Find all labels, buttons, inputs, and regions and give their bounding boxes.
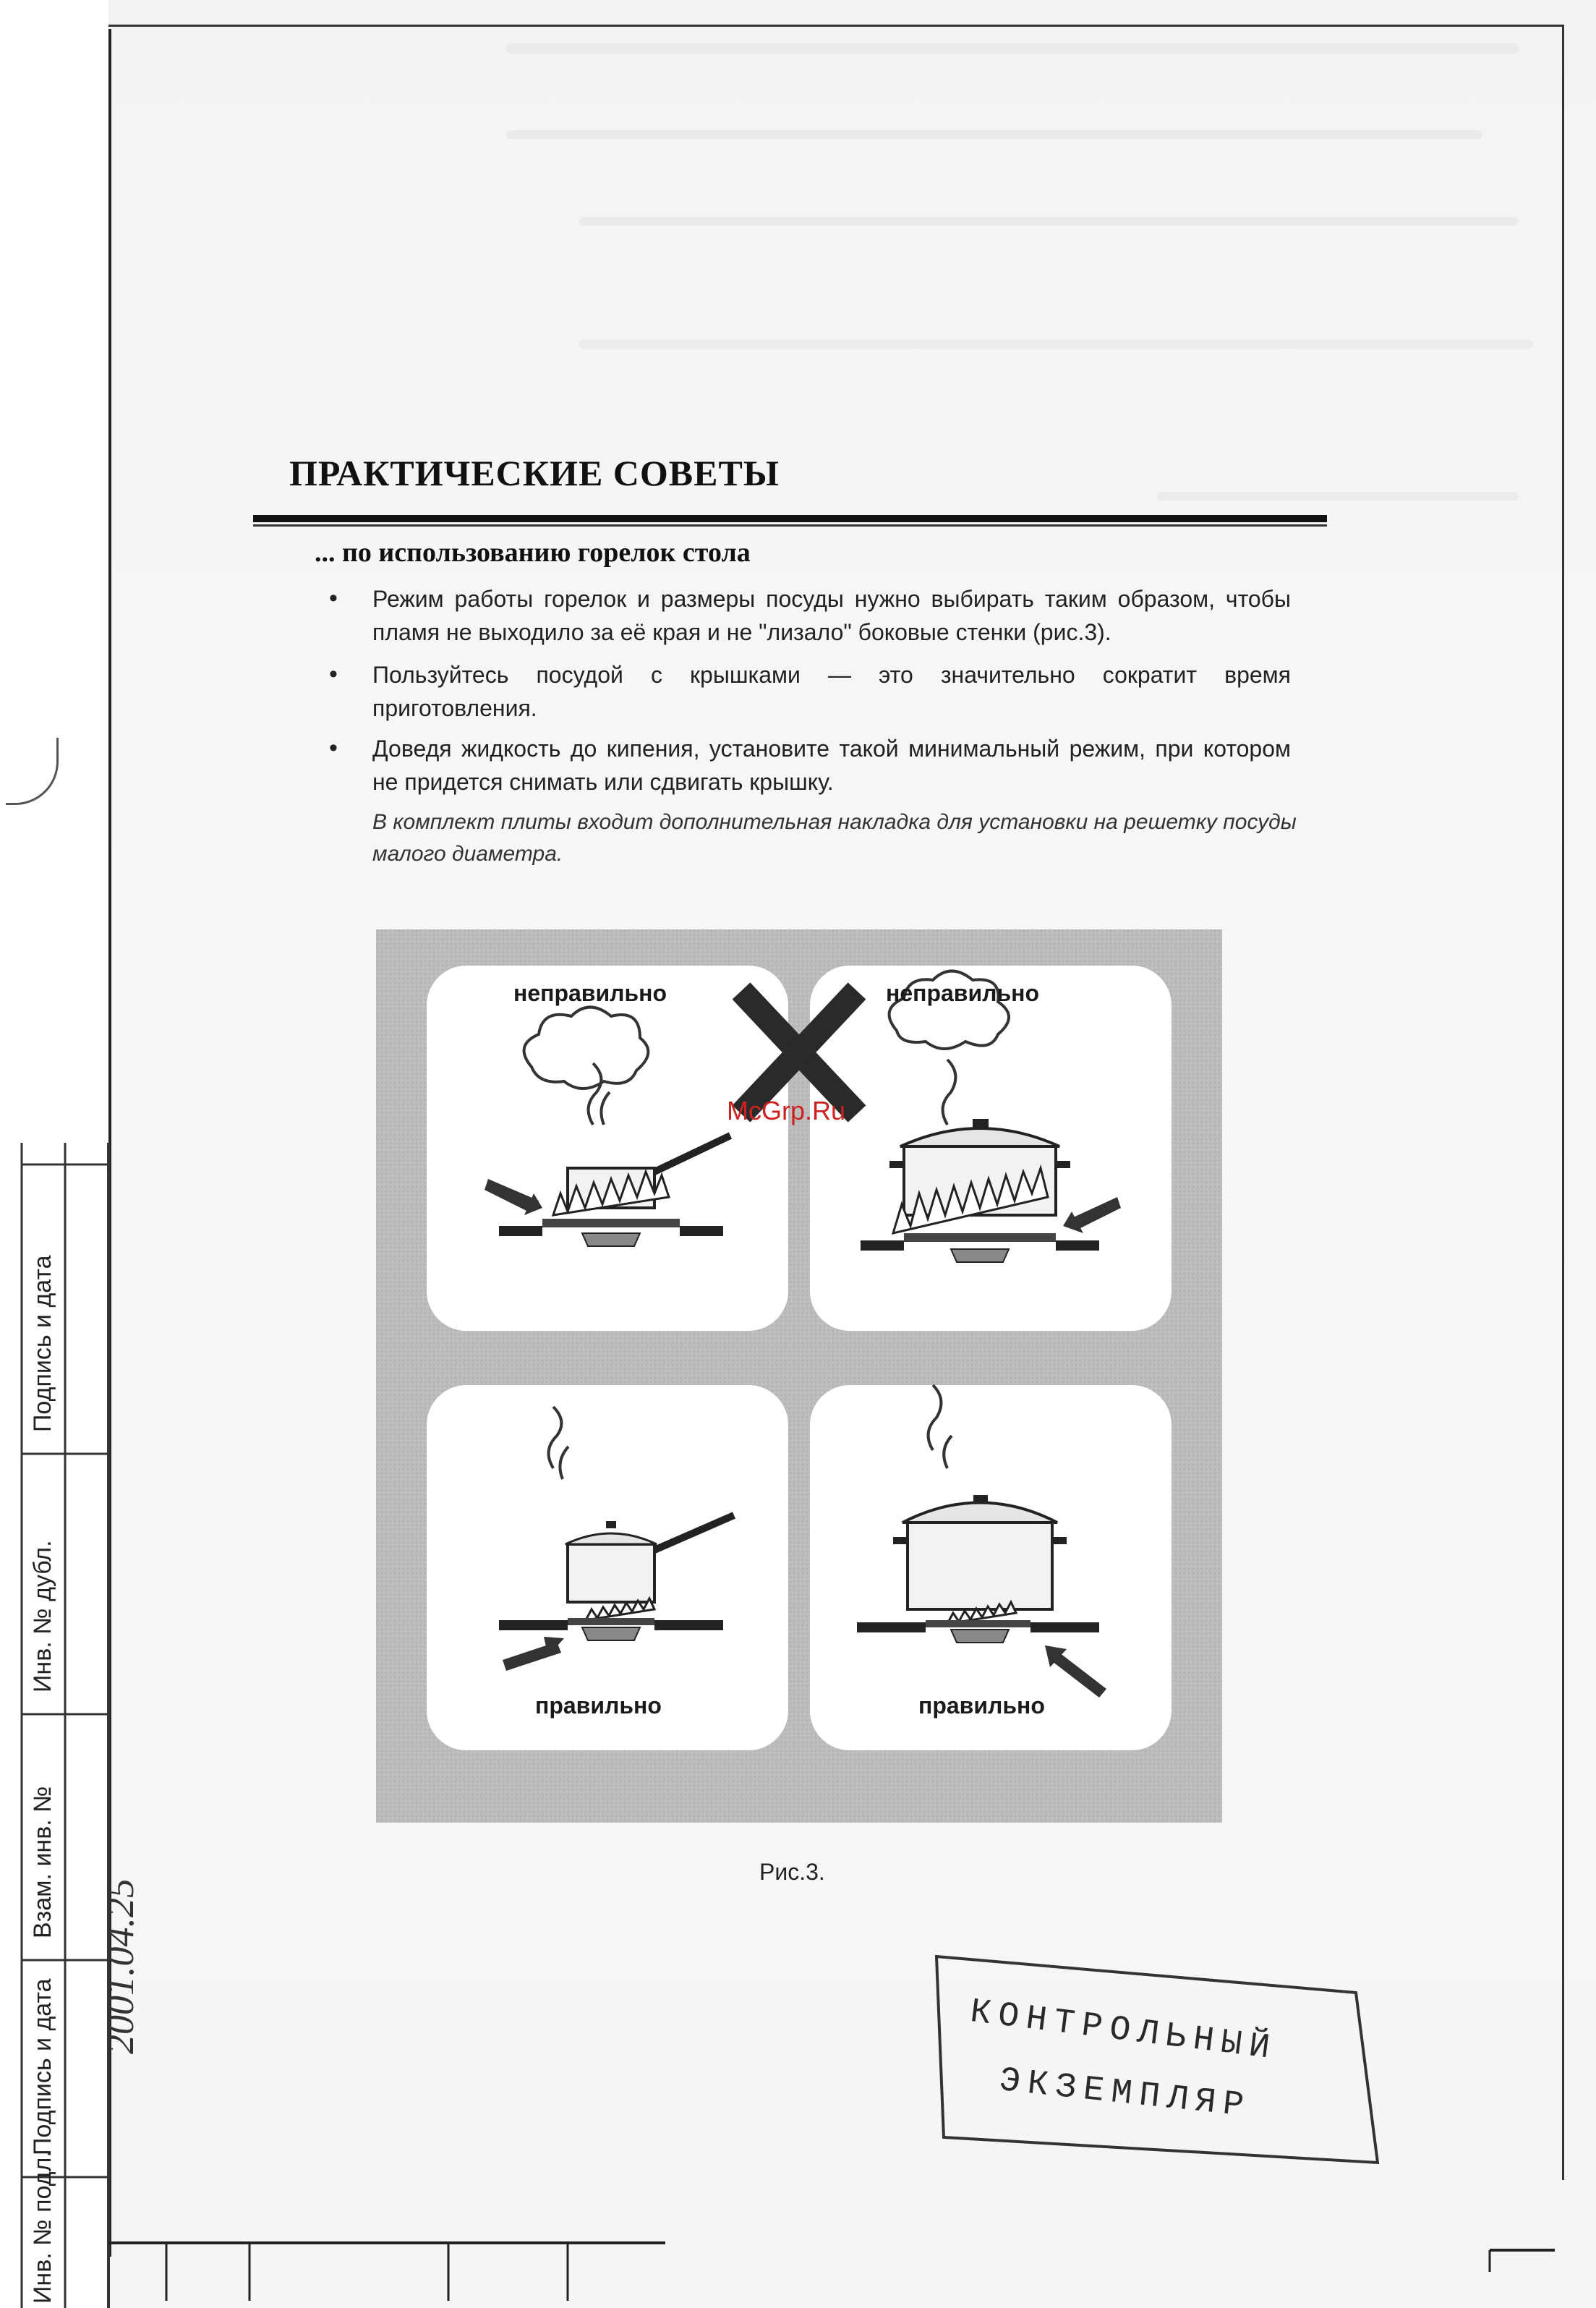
label-bottom-right: правильно (918, 1692, 1045, 1719)
italic-note: В комплект плиты входит дополнительная накладка для установки на решетку посуды малого диаметра. (372, 810, 1297, 866)
bullet-marker: • (329, 660, 338, 688)
bullet-marker: • (329, 584, 338, 612)
title-rule (253, 515, 1327, 522)
page-title: ПРАКТИЧЕСКИЕ СОВЕТЫ (289, 453, 780, 493)
bullet-text-3: Доведя жидкость до кипения, установите такой минимальный режим, при котором не придется снимать или сдвигать крышку. (372, 736, 1291, 795)
figure-caption: Рис.3. (759, 1859, 825, 1885)
side-label-inv-podl: Инв. № подл. (29, 2150, 56, 2304)
bleed-through-line (506, 130, 1482, 139)
burner-usage-figure (376, 929, 1222, 1823)
bottom-ruler (0, 2221, 1596, 2308)
bleed-through-line (579, 340, 1533, 349)
stamp-border (922, 1953, 1385, 2170)
bleed-through-line (506, 43, 1519, 54)
handwritten-signature: 2001.04.25 (98, 1878, 142, 2054)
page-frame-right (1562, 25, 1564, 2180)
section-subtitle: ... по использованию горелок стола (315, 537, 751, 568)
side-label-inv-dubl: Инв. № дубл. (29, 1540, 56, 1692)
label-top-left: неправильно (513, 980, 667, 1006)
label-top-right: неправильно (886, 980, 1040, 1006)
bleed-through-line (579, 217, 1519, 226)
bleed-through-line (1157, 492, 1519, 501)
panel-top-left (427, 966, 788, 1331)
side-form-lines (0, 1143, 116, 2308)
bullet-marker: • (329, 734, 338, 762)
label-bottom-left: правильно (535, 1692, 662, 1719)
stamp-line-1: КОНТРОЛЬНЫЙ (968, 1993, 1279, 2069)
stamp-line-2: ЭКЗЕМПЛЯР (997, 2061, 1253, 2127)
side-form-table (0, 1143, 116, 2308)
side-label-signature-date-1: Подпись и дата (29, 1255, 56, 1432)
bullet-text-2: Пользуйтесь посудой с крышками — это значительно сократит время приготовления. (372, 662, 1291, 721)
title-rule-thin (253, 524, 1327, 527)
control-copy-stamp (922, 1953, 1385, 2170)
hole-punch-mark (6, 738, 59, 805)
watermark-text: McGrp.Ru (727, 1096, 846, 1125)
page-frame-top (108, 25, 1562, 27)
bullet-text-1: Режим работы горелок и размеры посуды нужно выбирать таким образом, чтобы пламя не выходило за её края и не "лизало" боковые стенки (рис.3). (372, 586, 1291, 645)
side-label-signature-date-2: Подпись и дата (29, 1978, 56, 2155)
figure-illustration (376, 929, 1222, 1823)
side-label-vzam-inv: Взам. инв. № (29, 1786, 56, 1938)
